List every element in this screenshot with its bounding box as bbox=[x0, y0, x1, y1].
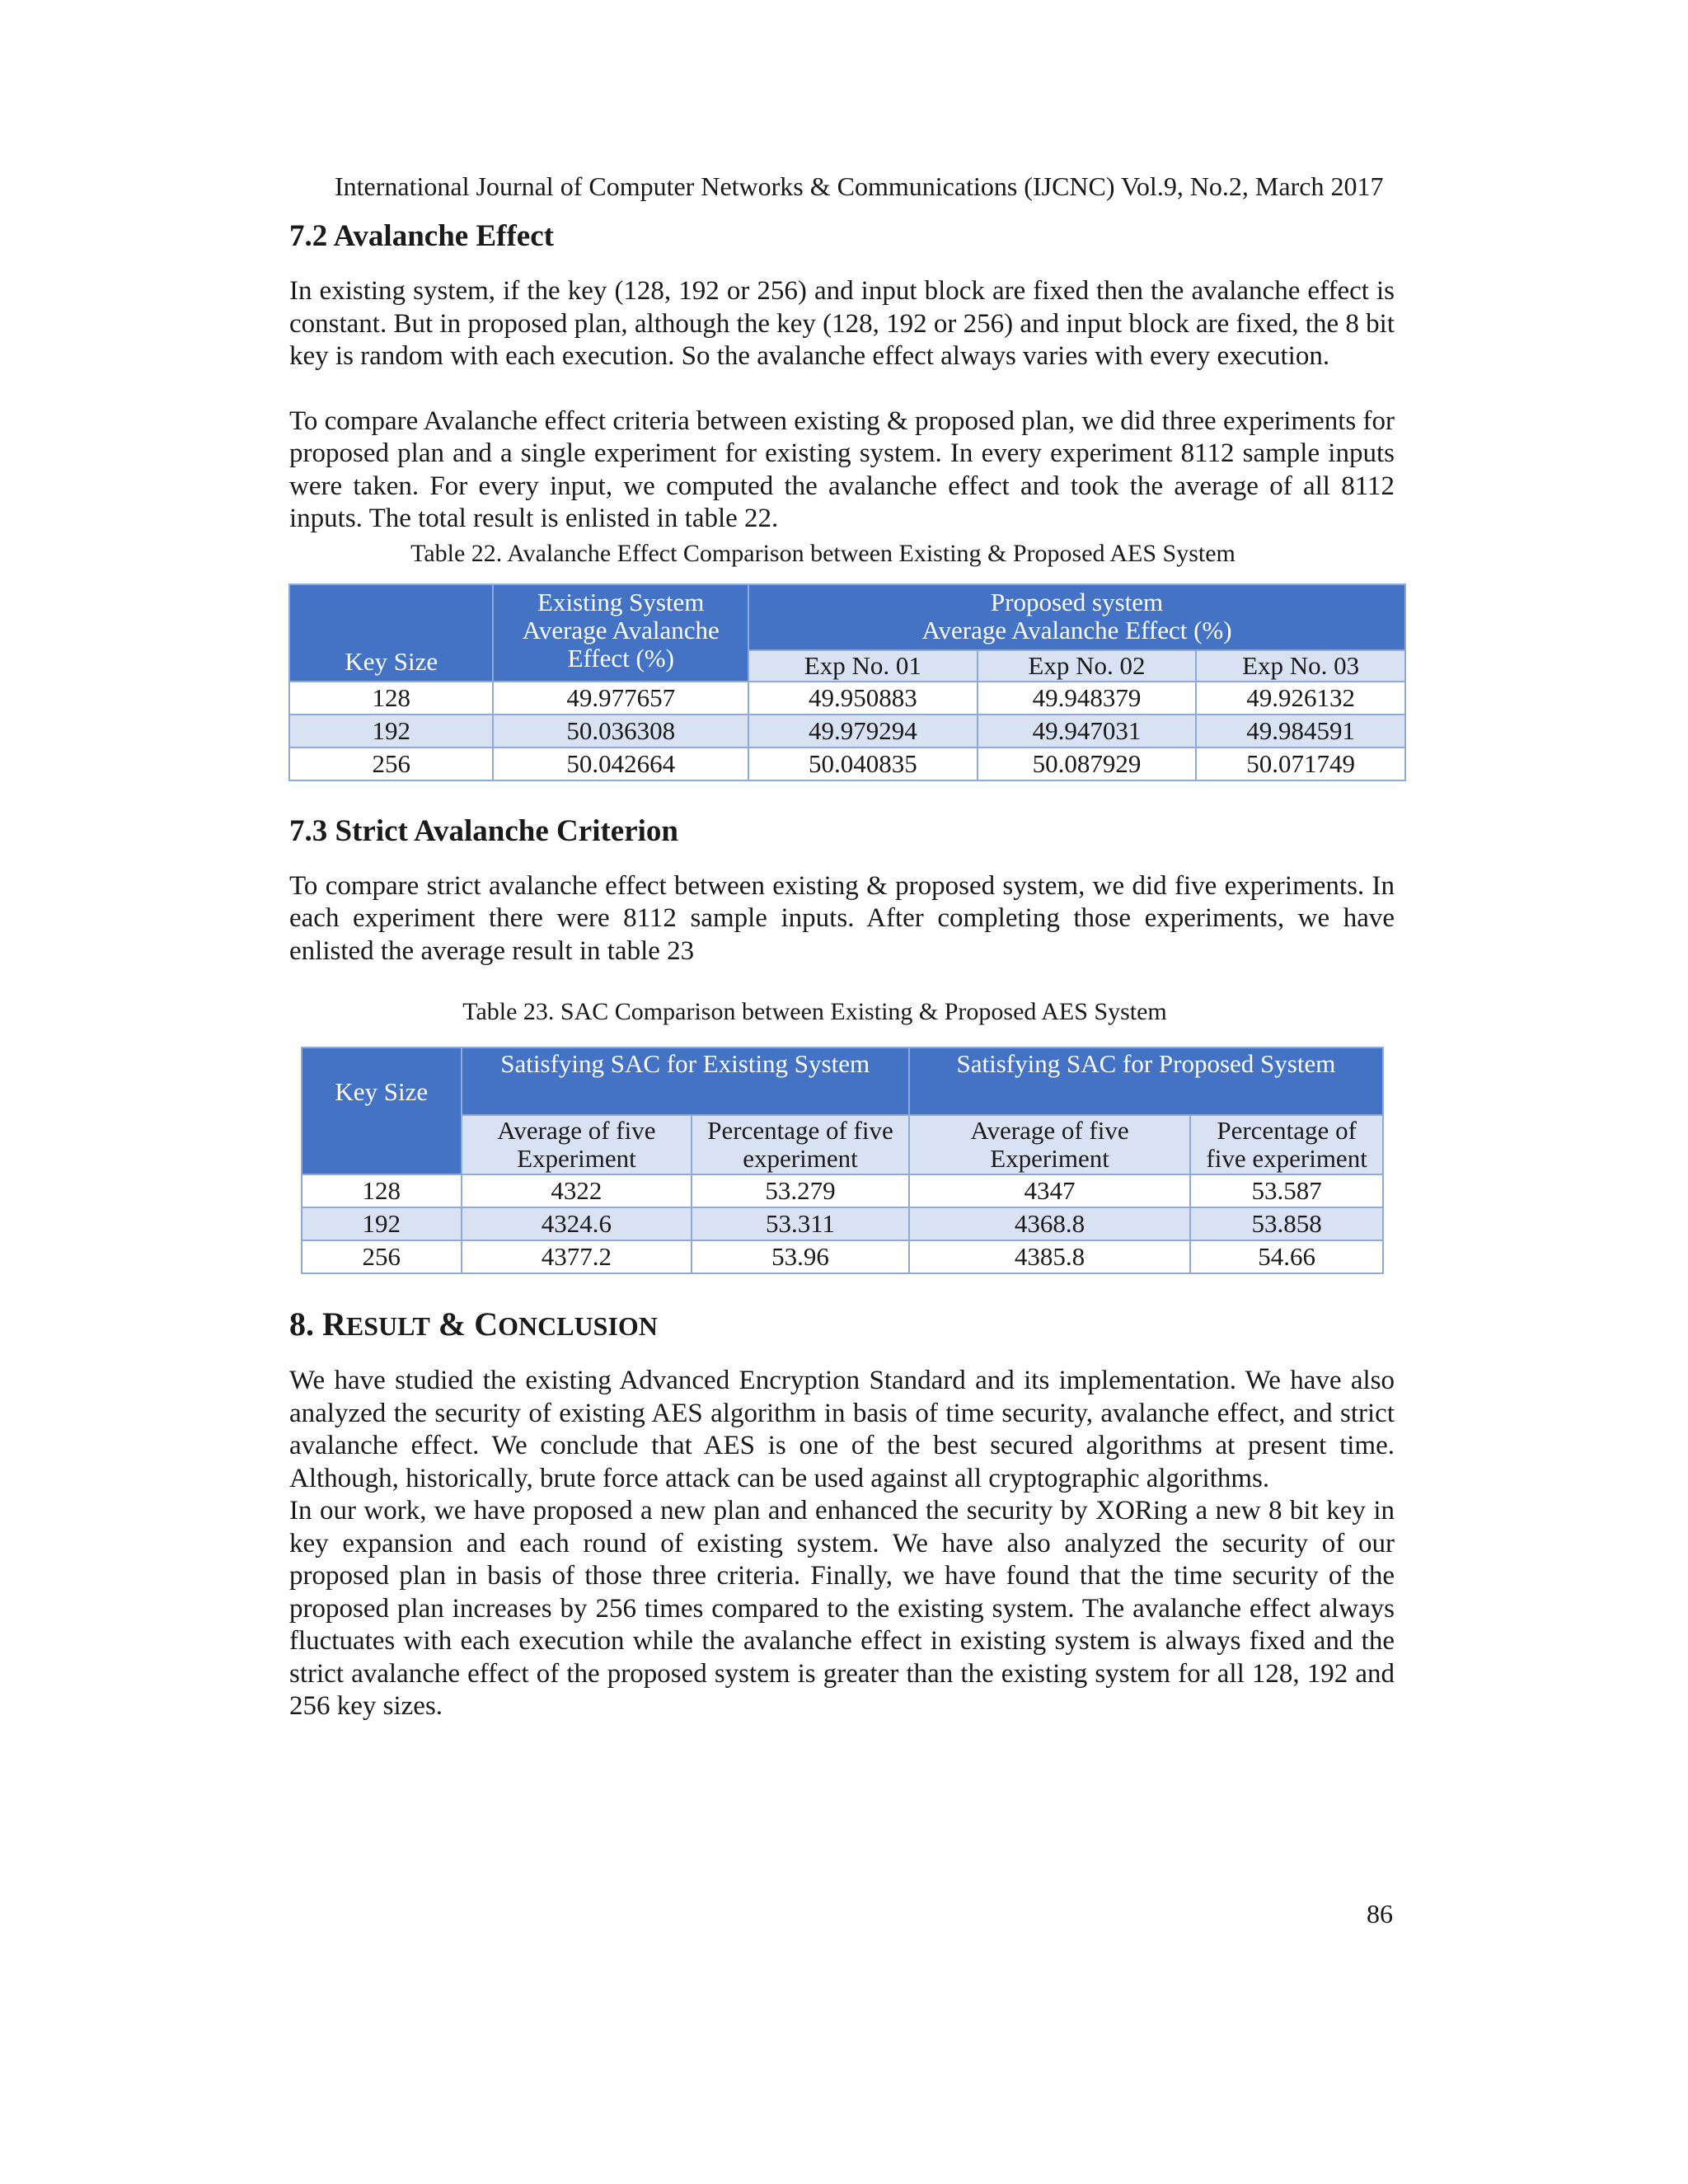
table-cell: 4347 bbox=[909, 1174, 1190, 1207]
table-cell: 4385.8 bbox=[909, 1240, 1190, 1273]
table-cell: 192 bbox=[302, 1207, 462, 1240]
table-23-sub-header-line: Average of five bbox=[970, 1116, 1129, 1145]
table-cell: 128 bbox=[302, 1174, 462, 1207]
table-23-proposed-group-header: Satisfying SAC for Proposed System bbox=[909, 1047, 1383, 1115]
table-23-sub-header bbox=[692, 1115, 909, 1174]
table-22-exp-header: Exp No. 03 bbox=[1196, 650, 1405, 682]
section-8-number: 8. bbox=[289, 1305, 322, 1343]
table-cell: 53.279 bbox=[692, 1174, 909, 1207]
table-cell: 49.948379 bbox=[978, 682, 1197, 715]
running-header: International Journal of Computer Networks & Communications (IJCNC) Vol.9, No.2, March 2017 bbox=[335, 171, 1384, 201]
table-23-sub-header bbox=[909, 1115, 1190, 1174]
table-23-existing-group-header: Satisfying SAC for Existing System bbox=[462, 1047, 909, 1115]
table-22-caption: Table 22. Avalanche Effect Comparison between Existing & Proposed AES System bbox=[410, 539, 1236, 567]
table-cell: 53.311 bbox=[692, 1207, 909, 1240]
section-8-title-part: C bbox=[474, 1305, 499, 1343]
section-7-2-paragraph-2: To compare Avalanche effect criteria between existing & proposed plan, we did three experiments for proposed plan and a single experiment for existing system. In every experiment 8112 sample inputs were taken. For every input, we computed the avalanche effect and took the average of all 8112 inputs. The total result is enlisted in table 22. bbox=[289, 405, 1395, 533]
table-cell: 50.087929 bbox=[978, 748, 1197, 780]
table-23-sub-header-line: Average of five bbox=[497, 1116, 656, 1145]
table-22-existing-header-line-2: Average Avalanche bbox=[522, 615, 720, 644]
table-row bbox=[302, 1207, 1383, 1240]
table-cell: 49.977657 bbox=[493, 682, 748, 715]
table-cell: 4322 bbox=[462, 1174, 692, 1207]
table-cell: 49.984591 bbox=[1196, 715, 1405, 748]
table-cell: 50.042664 bbox=[493, 748, 748, 780]
table-23-sub-header-line: Experiment bbox=[517, 1144, 636, 1173]
table-23-sub-header-line: Percentage of bbox=[1217, 1116, 1357, 1145]
table-row bbox=[289, 715, 1405, 748]
table-cell: 53.96 bbox=[692, 1240, 909, 1273]
section-7-3-paragraph-1: To compare strict avalanche effect between existing & proposed system, we did five experiments. In each experiment there were 8112 sample inputs. After completing those experiments, we have enlisted the average result in table 23 bbox=[289, 870, 1395, 966]
table-row bbox=[302, 1240, 1383, 1273]
section-8-paragraph-2: In our work, we have proposed a new plan and enhanced the security by XORing a new 8 bit key in key expansion and each round of existing system. We have also analyzed the security of our proposed plan in basis of those three criteria. Finally, we have found that the time security of the proposed plan increases by 256 times compared to the existing system. The avalanche effect always fluctuates with each execution while the avalanche effect in existing system is always fixed and the strict avalanche effect of the proposed system is greater than the existing system for all 128, 192 and 256 key sizes. bbox=[289, 1496, 1395, 1721]
table-cell: 128 bbox=[289, 682, 493, 715]
table-cell: 256 bbox=[289, 748, 493, 780]
table-cell: 256 bbox=[302, 1240, 462, 1273]
section-8-title-part: ONCLUSION bbox=[498, 1311, 658, 1341]
table-row bbox=[289, 748, 1405, 780]
table-22-existing-header bbox=[493, 584, 748, 682]
table-cell: 50.071749 bbox=[1196, 748, 1405, 780]
table-cell: 4377.2 bbox=[462, 1240, 692, 1273]
table-cell: 4324.6 bbox=[462, 1207, 692, 1240]
table-23-sub-header-line: Percentage of five bbox=[707, 1116, 893, 1145]
table-cell: 53.858 bbox=[1190, 1207, 1383, 1240]
table-22-exp-header: Exp No. 02 bbox=[978, 650, 1197, 682]
table-23-sub-header bbox=[1190, 1115, 1383, 1174]
table-cell: 192 bbox=[289, 715, 493, 748]
table-row bbox=[289, 682, 1405, 715]
table-cell: 54.66 bbox=[1190, 1240, 1383, 1273]
table-23-caption: Table 23. SAC Comparison between Existing & Proposed AES System bbox=[462, 998, 1167, 1025]
table-22-proposed-header-line-1: Proposed system bbox=[990, 587, 1164, 616]
table-22-exp-header: Exp No. 01 bbox=[748, 650, 978, 682]
section-8-paragraph-1: We have studied the existing Advanced Encryption Standard and its implementation. We have also analyzed the security of existing AES algorithm in basis of time security, avalanche effect, and strict avalanche effect. We conclude that AES is one of the best secured algorithms at present time. Although, historically, brute force attack can be used against all cryptographic algorithms. bbox=[289, 1366, 1395, 1493]
section-7-2-paragraph-1: In existing system, if the key (128, 192 or 256) and input block are fixed then the avalanche effect is constant. But in proposed plan, although the key (128, 192 or 256) and input block are fixed, the 8 bit key is random with each execution. So the avalanche effect always varies with every execution. bbox=[289, 276, 1395, 371]
section-8-title bbox=[289, 1304, 1395, 1347]
table-cell: 49.950883 bbox=[748, 682, 978, 715]
section-7-2-title: 7.2 Avalanche Effect bbox=[289, 219, 554, 253]
table-23-key-size-header: Key Size bbox=[302, 1047, 462, 1174]
table-22-key-size-header: Key Size bbox=[289, 584, 493, 682]
table-cell: 49.926132 bbox=[1196, 682, 1405, 715]
table-row bbox=[302, 1174, 1383, 1207]
table-23-sub-header-line: experiment bbox=[743, 1144, 858, 1173]
table-23-sub-header bbox=[462, 1115, 692, 1174]
table-23-sub-header-line: five experiment bbox=[1206, 1144, 1367, 1173]
table-cell: 4368.8 bbox=[909, 1207, 1190, 1240]
table-cell: 50.036308 bbox=[493, 715, 748, 748]
table-22 bbox=[288, 583, 1406, 781]
table-22-proposed-header bbox=[748, 584, 1405, 650]
table-cell: 49.947031 bbox=[978, 715, 1197, 748]
table-22-proposed-header-line-2: Average Avalanche Effect (%) bbox=[921, 615, 1232, 644]
table-cell: 49.979294 bbox=[748, 715, 978, 748]
section-8-title-part: & bbox=[429, 1305, 475, 1343]
table-22-existing-header-line-3: Effect (%) bbox=[567, 643, 674, 673]
section-8-title-part: ESULT bbox=[345, 1311, 430, 1341]
table-23-sub-header-line: Experiment bbox=[990, 1144, 1109, 1173]
table-22-existing-header-line-1: Existing System bbox=[537, 587, 705, 616]
table-23 bbox=[301, 1047, 1384, 1274]
section-7-3-title: 7.3 Strict Avalanche Criterion bbox=[289, 813, 679, 848]
page-number: 86 bbox=[1367, 1899, 1393, 1929]
section-8-title-part: R bbox=[322, 1305, 346, 1343]
table-cell: 50.040835 bbox=[748, 748, 978, 780]
page-content bbox=[289, 216, 1395, 1723]
table-cell: 53.587 bbox=[1190, 1174, 1383, 1207]
